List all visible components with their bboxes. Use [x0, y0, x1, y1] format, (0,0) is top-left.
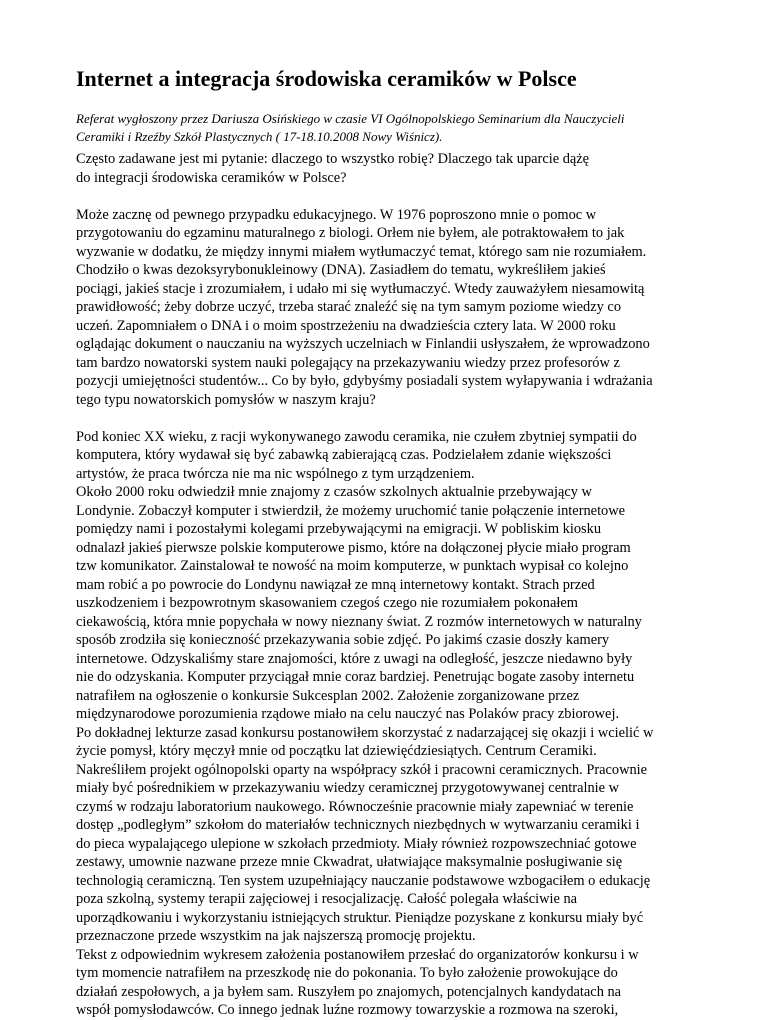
text-line: poza szkolną, systemy terapii zajęciowej i resocjalizację. Całość polegała właściwie na — [76, 891, 578, 907]
text-line: uporządkowaniu i wykorzystaniu istniejących struktur. Pieniądze pozyskane z konkursu miały być — [76, 909, 644, 926]
text-line: do integracji środowiska ceramików w Polsce? — [76, 169, 347, 186]
text-line: uszkodzeniem i bezpowrotnym skasowaniem czegoś czego nie rozumiałem pokonałem — [76, 595, 578, 611]
text-line: Pod koniec XX wieku, z racji wykonywanego zawodu ceramika, nie czułem zbytniej sympatii do — [76, 428, 637, 445]
text-line: ciekawością, która mnie popychała w nowy nieznany świat. Z rozmów internetowych w naturalny — [76, 613, 642, 630]
text-line: tym momencie natrafiłem na przeszkodę nie do pokonania. To było założenie prowokujące do — [76, 965, 618, 981]
text-line: oglądając dokument o nauczaniu na wyższych uczelniach w Finlandii usłyszałem, że wprowadzono — [76, 336, 650, 352]
text-line: komputera, który wydawał się być zabawką zabierającą czas. Podzielałem zdanie większości — [76, 447, 612, 463]
text-line: tam bardzo nowatorski system nauki polegający na przekazywaniu wiedzy przez profesorów z — [76, 354, 620, 371]
text-line: natrafiłem na ogłoszenie o konkursie Sukcesplan 2002. Założenie zorganizowane przez — [76, 687, 580, 704]
text-line: uczeń. Zapomniałem o DNA i o moim spostrzeżeniu na dwadzieścia cztery lata. W 2000 roku — [76, 317, 616, 334]
text-line: przygotowaniu do egzaminu maturalnego z biologi. Orłem nie byłem, ale potraktowałem to jak — [76, 225, 625, 241]
text-line: nie do odzyskania. Komputer przyciągał mnie coraz bardziej. Penetrując bogate zasoby internetu — [76, 669, 635, 685]
text-line: życie pomysł, który męczył mnie od początku lat dziewięćdziesiątych. Centrum Ceramiki. — [76, 743, 597, 759]
text-line: pomiędzy nami i pozostałymi kolegami przebywającymi na emigracji. W pobliskim kiosku — [76, 521, 602, 537]
text-line: sposób zrodziła się konieczność przekazywania sobie zdjęć. Po jakimś czasie doszły kamery — [76, 632, 610, 648]
text-line: międzynarodowe porozumienia rządowe miało na celu nauczyć nas Polaków pracy zbiorowej. — [76, 706, 620, 722]
text-line: Nakreśliłem projekt ogólnopolski oparty na współpracy szkół i pracowni ceramicznych. Pracownie — [76, 761, 648, 778]
text-line: działań zespołowych, a ja byłem sam. Ruszyłem po znajomych, potencjalnych kandydatach na — [76, 983, 622, 1000]
text-line: odnalazł jakieś pierwsze polskie komputerowe pismo, które na dołączonej płycie miało program — [76, 539, 631, 556]
text-line: tzw komunikator. Zainstalował te nowość na moim komputerze, w punktach wypisał co kolejno — [76, 558, 629, 574]
text-line: Tekst z odpowiednim wykresem założenia postanowiłem przesłać do organizatorów konkursu i w — [76, 946, 639, 963]
text-line: pociągi, jakieś stacje i zrozumiałem, i udało mi się wytłumaczyć. Wtedy zauważyłem niesamowitą — [76, 280, 645, 297]
text-line: mam robić a po powrocie do Londynu nawiązał ze mną internetowy kontakt. Strach przed — [76, 576, 595, 593]
paragraph-question — [76, 150, 696, 187]
text-line: pozycji umiejętności studentów... Co by było, gdybyśmy posiadali system wyłapywania i wdrażania — [76, 373, 653, 389]
text-line: wyzwanie w dodatku, że między innymi miałem wytłumaczyć temat, którego sam nie rozumiałem. — [76, 243, 647, 260]
document-body — [76, 150, 696, 1020]
document-title: Internet a integracja środowiska ceramików w Polsce — [76, 66, 577, 91]
text-line: technologią ceramiczną. Ten system uzupełniający nauczanie podstawowe wzbogaciłem o edukację — [76, 872, 651, 889]
text-line: Po dokładnej lekturze zasad konkursu postanowiłem skorzystać z nadarzającej się okazji i wcielić w — [76, 724, 654, 741]
text-line: Chodziło o kwas dezoksyrybonukleinowy (DNA). Zasiadłem do tematu, wykreśliłem jakieś — [76, 262, 606, 278]
text-line: dostęp „podległym” szkołom do materiałów technicznych niezbędnych w wytwarzaniu ceramiki i — [76, 817, 640, 833]
text-line: internetowe. Odzyskaliśmy stare znajomości, które z uwagi na odległość, jeszcze niedawno były — [76, 650, 633, 667]
text-line: miały być pośrednikiem w przekazywaniu wiedzy ceramicznej przygotowywanej centralnie w — [76, 780, 620, 796]
text-line: Może zacznę od pewnego przypadku edukacyjnego. W 1976 poproszono mnie o pomoc w — [76, 206, 597, 223]
text-line: zestawy, umownie nazwane przeze mnie Ckwadrat, ułatwiające maksymalnie posługiwanie się — [76, 854, 623, 870]
text-line: Około 2000 roku odwiedził mnie znajomy z czasów szkolnych aktualnie przebywający w — [76, 484, 592, 500]
text-line: prawidłowość; żeby dobrze uczyć, trzeba starać znaleźć się na tym samym poziome wiedzy co — [76, 299, 622, 315]
paragraph-dna-story — [76, 206, 696, 410]
text-line: czymś w rodzaju laboratorium naukowego. Równocześnie pracownie miały zapewniać w terenie — [76, 798, 634, 815]
text-line: Często zadawane jest mi pytanie: dlaczego to wszystko robię? Dlaczego tak uparcie dążę — [76, 151, 590, 167]
text-line: artystów, że praca twórcza nie ma nic wspólnego z tym urządzeniem. — [76, 465, 475, 482]
text-line: Londynie. Zobaczył komputer i stwierdził, że możemy uruchomić tanie połączenie internetowe — [76, 502, 626, 519]
document-subtitle — [76, 110, 706, 146]
text-line: współ pomysłodawców. Co innego jednak luźne rozmowy towarzyskie a rozmowa na szeroki, — [76, 1002, 619, 1018]
subtitle-line: Referat wygłoszony przez Dariusza Osińskiego w czasie VI Ogólnopolskiego Seminarium dla Nauczycieli — [76, 111, 625, 126]
text-line: przeznaczone przede wszystkim na jak najszerszą promocję projektu. — [76, 928, 476, 944]
text-line: tego typu nowatorskich pomysłów w naszym kraju? — [76, 391, 376, 408]
text-line: do pieca wypalającego ulepione w szkołach przedmioty. Miały również rozpowszechniać gotowe — [76, 835, 637, 852]
paragraph-computer-story — [76, 428, 696, 1020]
subtitle-line: Ceramiki i Rzeźby Szkół Plastycznych ( 17-18.10.2008 Nowy Wiśnicz). — [76, 129, 443, 144]
